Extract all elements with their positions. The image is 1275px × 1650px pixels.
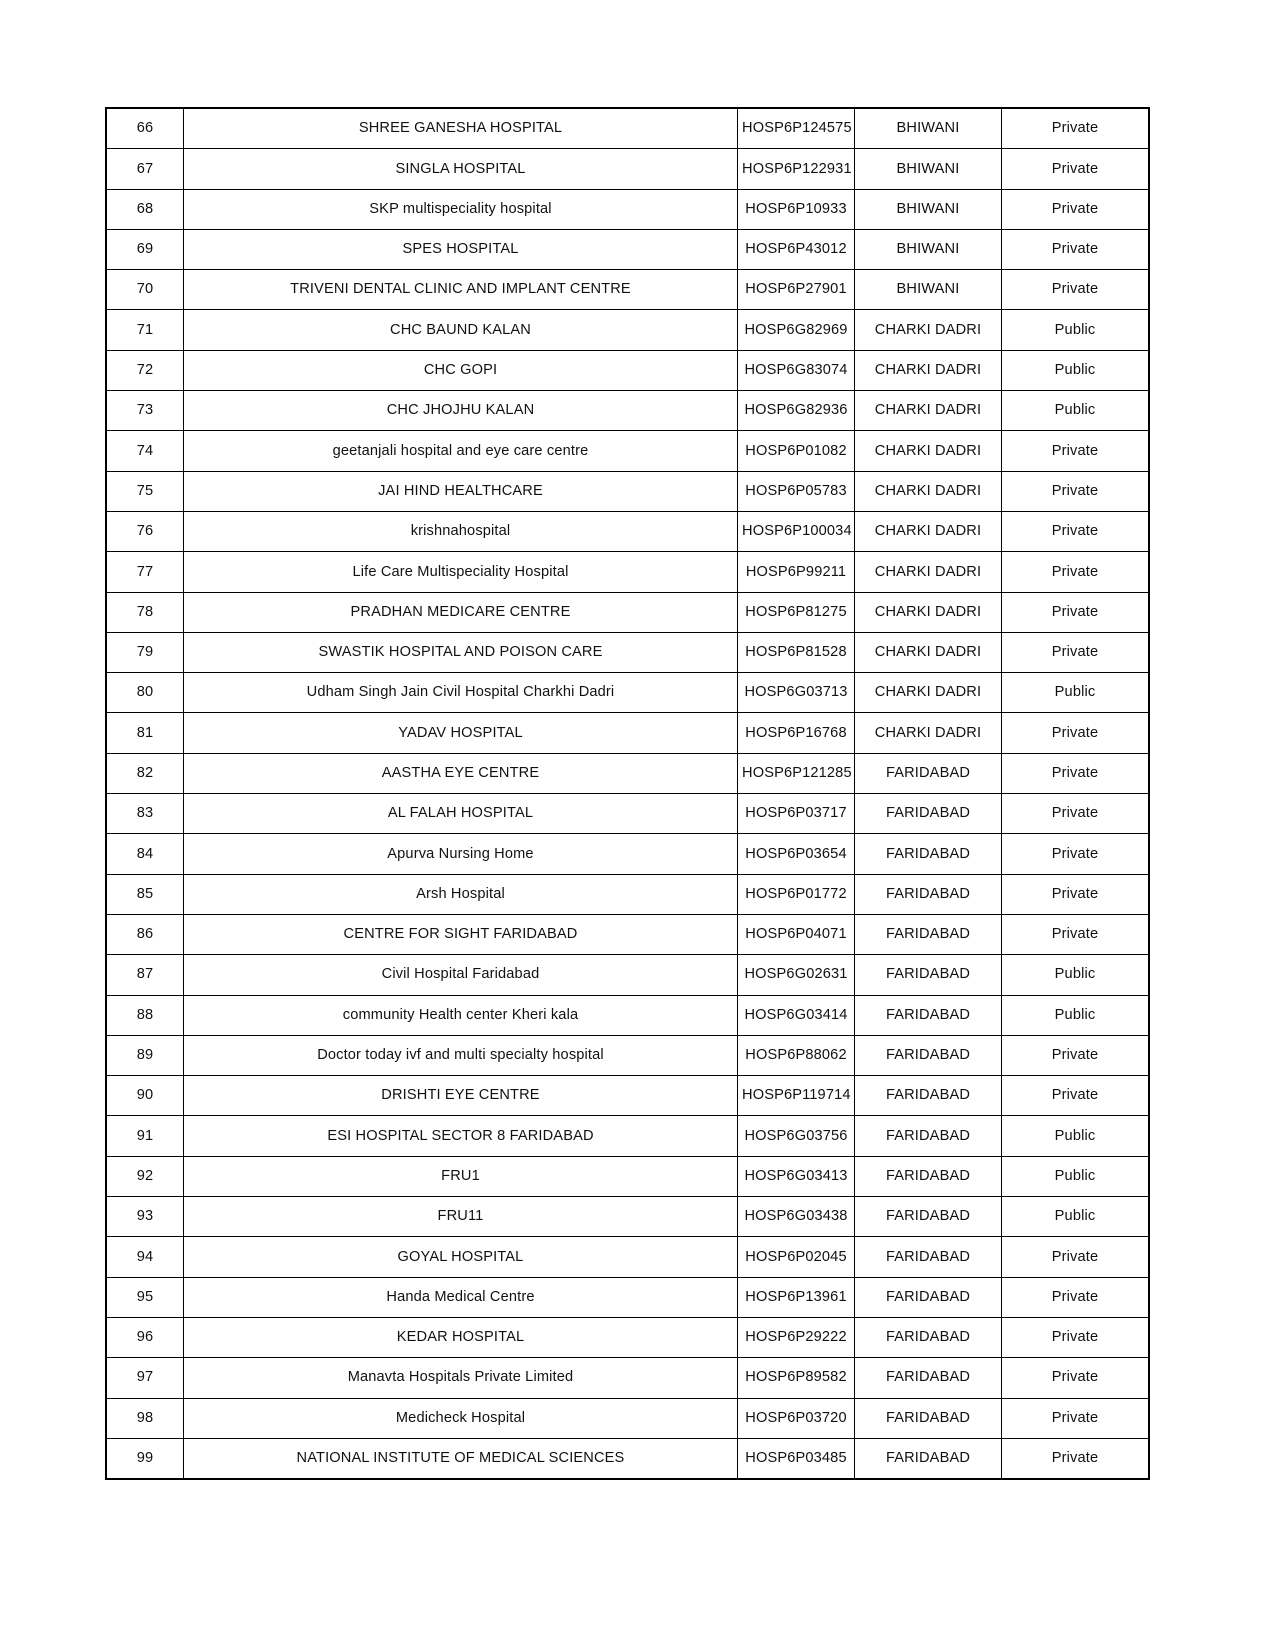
cell-type: Private — [1002, 592, 1150, 632]
cell-hospital-id: HOSP6P81528 — [738, 632, 855, 672]
cell-district: FARIDABAD — [855, 1277, 1002, 1317]
cell-serial-number: 89 — [106, 1035, 184, 1075]
cell-type: Private — [1002, 511, 1150, 551]
cell-hospital-name: AASTHA EYE CENTRE — [184, 753, 738, 793]
cell-district: FARIDABAD — [855, 1358, 1002, 1398]
cell-type: Public — [1002, 310, 1150, 350]
table-row — [106, 1035, 1149, 1075]
cell-district: FARIDABAD — [855, 1398, 1002, 1438]
cell-serial-number: 72 — [106, 350, 184, 390]
cell-type: Private — [1002, 471, 1150, 511]
cell-serial-number: 87 — [106, 955, 184, 995]
table-row — [106, 1076, 1149, 1116]
cell-hospital-name: Doctor today ivf and multi specialty hospital — [184, 1035, 738, 1075]
cell-district: CHARKI DADRI — [855, 391, 1002, 431]
cell-hospital-name: Apurva Nursing Home — [184, 834, 738, 874]
table-row — [106, 552, 1149, 592]
cell-hospital-id: HOSP6P01082 — [738, 431, 855, 471]
table-row — [106, 511, 1149, 551]
cell-hospital-name: SWASTIK HOSPITAL AND POISON CARE — [184, 632, 738, 672]
cell-hospital-id: HOSP6P10933 — [738, 189, 855, 229]
table-row — [106, 1438, 1149, 1479]
cell-district: BHIWANI — [855, 108, 1002, 149]
cell-district: FARIDABAD — [855, 834, 1002, 874]
cell-district: CHARKI DADRI — [855, 552, 1002, 592]
cell-serial-number: 96 — [106, 1317, 184, 1357]
cell-hospital-id: HOSP6P43012 — [738, 229, 855, 269]
hospital-listing-table — [105, 107, 1150, 1480]
cell-district: CHARKI DADRI — [855, 592, 1002, 632]
cell-hospital-name: SINGLA HOSPITAL — [184, 149, 738, 189]
table-row — [106, 310, 1149, 350]
cell-hospital-name: FRU1 — [184, 1156, 738, 1196]
table-row — [106, 350, 1149, 390]
cell-serial-number: 97 — [106, 1358, 184, 1398]
cell-district: FARIDABAD — [855, 1035, 1002, 1075]
cell-district: FARIDABAD — [855, 1237, 1002, 1277]
cell-hospital-name: NATIONAL INSTITUTE OF MEDICAL SCIENCES — [184, 1438, 738, 1479]
table-row — [106, 229, 1149, 269]
table-row — [106, 431, 1149, 471]
cell-type: Private — [1002, 1237, 1150, 1277]
cell-hospital-id: HOSP6G82969 — [738, 310, 855, 350]
cell-serial-number: 93 — [106, 1197, 184, 1237]
cell-serial-number: 75 — [106, 471, 184, 511]
cell-hospital-id: HOSP6G83074 — [738, 350, 855, 390]
cell-type: Public — [1002, 1197, 1150, 1237]
cell-type: Public — [1002, 673, 1150, 713]
cell-type: Public — [1002, 350, 1150, 390]
table-row — [106, 149, 1149, 189]
table-row — [106, 753, 1149, 793]
cell-hospital-id: HOSP6G82936 — [738, 391, 855, 431]
cell-hospital-id: HOSP6P05783 — [738, 471, 855, 511]
cell-serial-number: 98 — [106, 1398, 184, 1438]
cell-district: BHIWANI — [855, 189, 1002, 229]
cell-district: CHARKI DADRI — [855, 713, 1002, 753]
cell-type: Private — [1002, 1317, 1150, 1357]
cell-district: BHIWANI — [855, 149, 1002, 189]
cell-district: BHIWANI — [855, 270, 1002, 310]
table-body — [106, 108, 1149, 1479]
cell-hospital-name: DRISHTI EYE CENTRE — [184, 1076, 738, 1116]
cell-hospital-name: AL FALAH HOSPITAL — [184, 794, 738, 834]
table-row — [106, 1156, 1149, 1196]
table-row — [106, 713, 1149, 753]
cell-hospital-id: HOSP6P100034 — [738, 511, 855, 551]
cell-serial-number: 69 — [106, 229, 184, 269]
cell-district: FARIDABAD — [855, 1438, 1002, 1479]
cell-type: Private — [1002, 1358, 1150, 1398]
cell-hospital-id: HOSP6P88062 — [738, 1035, 855, 1075]
cell-hospital-id: HOSP6P02045 — [738, 1237, 855, 1277]
cell-hospital-name: geetanjali hospital and eye care centre — [184, 431, 738, 471]
cell-hospital-id: HOSP6P124575 — [738, 108, 855, 149]
cell-district: FARIDABAD — [855, 1116, 1002, 1156]
cell-serial-number: 78 — [106, 592, 184, 632]
cell-district: FARIDABAD — [855, 995, 1002, 1035]
cell-type: Private — [1002, 552, 1150, 592]
cell-type: Private — [1002, 1035, 1150, 1075]
cell-district: CHARKI DADRI — [855, 632, 1002, 672]
cell-serial-number: 71 — [106, 310, 184, 350]
cell-type: Private — [1002, 189, 1150, 229]
table-row — [106, 955, 1149, 995]
cell-hospital-name: krishnahospital — [184, 511, 738, 551]
cell-serial-number: 67 — [106, 149, 184, 189]
cell-type: Private — [1002, 1398, 1150, 1438]
cell-hospital-name: KEDAR HOSPITAL — [184, 1317, 738, 1357]
cell-type: Private — [1002, 1438, 1150, 1479]
cell-serial-number: 99 — [106, 1438, 184, 1479]
table-row — [106, 189, 1149, 229]
cell-hospital-id: HOSP6G03713 — [738, 673, 855, 713]
cell-district: FARIDABAD — [855, 874, 1002, 914]
cell-hospital-id: HOSP6P16768 — [738, 713, 855, 753]
cell-hospital-id: HOSP6P99211 — [738, 552, 855, 592]
cell-hospital-name: Manavta Hospitals Private Limited — [184, 1358, 738, 1398]
cell-hospital-name: PRADHAN MEDICARE CENTRE — [184, 592, 738, 632]
cell-type: Public — [1002, 1116, 1150, 1156]
cell-type: Private — [1002, 713, 1150, 753]
table-row — [106, 1197, 1149, 1237]
cell-type: Private — [1002, 914, 1150, 954]
cell-district: CHARKI DADRI — [855, 431, 1002, 471]
cell-hospital-name: Life Care Multispeciality Hospital — [184, 552, 738, 592]
cell-hospital-id: HOSP6G03413 — [738, 1156, 855, 1196]
cell-hospital-name: CHC GOPI — [184, 350, 738, 390]
cell-type: Public — [1002, 391, 1150, 431]
cell-serial-number: 90 — [106, 1076, 184, 1116]
cell-hospital-id: HOSP6G02631 — [738, 955, 855, 995]
cell-district: FARIDABAD — [855, 753, 1002, 793]
cell-serial-number: 74 — [106, 431, 184, 471]
table-row — [106, 1277, 1149, 1317]
table-row — [106, 834, 1149, 874]
cell-serial-number: 88 — [106, 995, 184, 1035]
cell-serial-number: 83 — [106, 794, 184, 834]
cell-district: CHARKI DADRI — [855, 511, 1002, 551]
cell-hospital-id: HOSP6P121285 — [738, 753, 855, 793]
cell-hospital-id: HOSP6P01772 — [738, 874, 855, 914]
cell-hospital-name: Arsh Hospital — [184, 874, 738, 914]
cell-hospital-id: HOSP6P29222 — [738, 1317, 855, 1357]
cell-district: BHIWANI — [855, 229, 1002, 269]
cell-hospital-name: Civil Hospital Faridabad — [184, 955, 738, 995]
table-row — [106, 995, 1149, 1035]
cell-hospital-name: Udham Singh Jain Civil Hospital Charkhi Dadri — [184, 673, 738, 713]
cell-hospital-id: HOSP6P03720 — [738, 1398, 855, 1438]
cell-serial-number: 92 — [106, 1156, 184, 1196]
cell-district: CHARKI DADRI — [855, 471, 1002, 511]
table-row — [106, 1358, 1149, 1398]
hospital-table-container — [105, 107, 1102, 1480]
cell-hospital-id: HOSP6P03717 — [738, 794, 855, 834]
table-row — [106, 874, 1149, 914]
cell-hospital-name: SKP multispeciality hospital — [184, 189, 738, 229]
table-row — [106, 1398, 1149, 1438]
cell-hospital-name: community Health center Kheri kala — [184, 995, 738, 1035]
cell-serial-number: 95 — [106, 1277, 184, 1317]
table-row — [106, 1237, 1149, 1277]
cell-hospital-name: Medicheck Hospital — [184, 1398, 738, 1438]
cell-hospital-name: CHC JHOJHU KALAN — [184, 391, 738, 431]
table-row — [106, 914, 1149, 954]
cell-type: Public — [1002, 955, 1150, 995]
cell-type: Private — [1002, 794, 1150, 834]
cell-hospital-name: JAI HIND HEALTHCARE — [184, 471, 738, 511]
cell-hospital-name: SHREE GANESHA HOSPITAL — [184, 108, 738, 149]
cell-hospital-name: GOYAL HOSPITAL — [184, 1237, 738, 1277]
cell-serial-number: 76 — [106, 511, 184, 551]
cell-district: CHARKI DADRI — [855, 673, 1002, 713]
cell-serial-number: 79 — [106, 632, 184, 672]
table-row — [106, 1116, 1149, 1156]
cell-hospital-name: FRU11 — [184, 1197, 738, 1237]
table-row — [106, 673, 1149, 713]
cell-hospital-id: HOSP6P81275 — [738, 592, 855, 632]
cell-type: Private — [1002, 834, 1150, 874]
cell-type: Public — [1002, 995, 1150, 1035]
cell-type: Private — [1002, 431, 1150, 471]
cell-district: FARIDABAD — [855, 955, 1002, 995]
cell-hospital-id: HOSP6P27901 — [738, 270, 855, 310]
cell-type: Private — [1002, 1277, 1150, 1317]
cell-hospital-id: HOSP6G03414 — [738, 995, 855, 1035]
cell-type: Public — [1002, 1156, 1150, 1196]
cell-type: Private — [1002, 229, 1150, 269]
cell-district: FARIDABAD — [855, 1076, 1002, 1116]
cell-serial-number: 81 — [106, 713, 184, 753]
cell-district: FARIDABAD — [855, 1317, 1002, 1357]
cell-hospital-id: HOSP6P04071 — [738, 914, 855, 954]
cell-type: Private — [1002, 753, 1150, 793]
cell-hospital-name: CENTRE FOR SIGHT FARIDABAD — [184, 914, 738, 954]
cell-type: Private — [1002, 632, 1150, 672]
cell-hospital-name: Handa Medical Centre — [184, 1277, 738, 1317]
cell-serial-number: 70 — [106, 270, 184, 310]
table-row — [106, 391, 1149, 431]
table-row — [106, 1317, 1149, 1357]
cell-district: CHARKI DADRI — [855, 350, 1002, 390]
cell-hospital-name: CHC BAUND KALAN — [184, 310, 738, 350]
table-row — [106, 108, 1149, 149]
cell-serial-number: 85 — [106, 874, 184, 914]
cell-district: FARIDABAD — [855, 914, 1002, 954]
cell-hospital-name: YADAV HOSPITAL — [184, 713, 738, 753]
cell-hospital-name: TRIVENI DENTAL CLINIC AND IMPLANT CENTRE — [184, 270, 738, 310]
table-row — [106, 471, 1149, 511]
cell-type: Private — [1002, 108, 1150, 149]
cell-serial-number: 68 — [106, 189, 184, 229]
cell-type: Private — [1002, 874, 1150, 914]
cell-serial-number: 66 — [106, 108, 184, 149]
cell-serial-number: 80 — [106, 673, 184, 713]
table-row — [106, 270, 1149, 310]
table-row — [106, 794, 1149, 834]
cell-hospital-name: SPES HOSPITAL — [184, 229, 738, 269]
cell-district: FARIDABAD — [855, 794, 1002, 834]
cell-type: Private — [1002, 270, 1150, 310]
cell-hospital-name: ESI HOSPITAL SECTOR 8 FARIDABAD — [184, 1116, 738, 1156]
cell-hospital-id: HOSP6P122931 — [738, 149, 855, 189]
cell-hospital-id: HOSP6G03438 — [738, 1197, 855, 1237]
cell-district: FARIDABAD — [855, 1156, 1002, 1196]
cell-serial-number: 86 — [106, 914, 184, 954]
cell-serial-number: 82 — [106, 753, 184, 793]
cell-serial-number: 91 — [106, 1116, 184, 1156]
cell-hospital-id: HOSP6P03485 — [738, 1438, 855, 1479]
cell-hospital-id: HOSP6P03654 — [738, 834, 855, 874]
cell-hospital-id: HOSP6P119714 — [738, 1076, 855, 1116]
cell-hospital-id: HOSP6P89582 — [738, 1358, 855, 1398]
cell-serial-number: 84 — [106, 834, 184, 874]
cell-district: FARIDABAD — [855, 1197, 1002, 1237]
cell-type: Private — [1002, 149, 1150, 189]
cell-type: Private — [1002, 1076, 1150, 1116]
cell-serial-number: 73 — [106, 391, 184, 431]
cell-serial-number: 94 — [106, 1237, 184, 1277]
cell-district: CHARKI DADRI — [855, 310, 1002, 350]
cell-hospital-id: HOSP6G03756 — [738, 1116, 855, 1156]
table-row — [106, 592, 1149, 632]
cell-hospital-id: HOSP6P13961 — [738, 1277, 855, 1317]
table-row — [106, 632, 1149, 672]
cell-serial-number: 77 — [106, 552, 184, 592]
